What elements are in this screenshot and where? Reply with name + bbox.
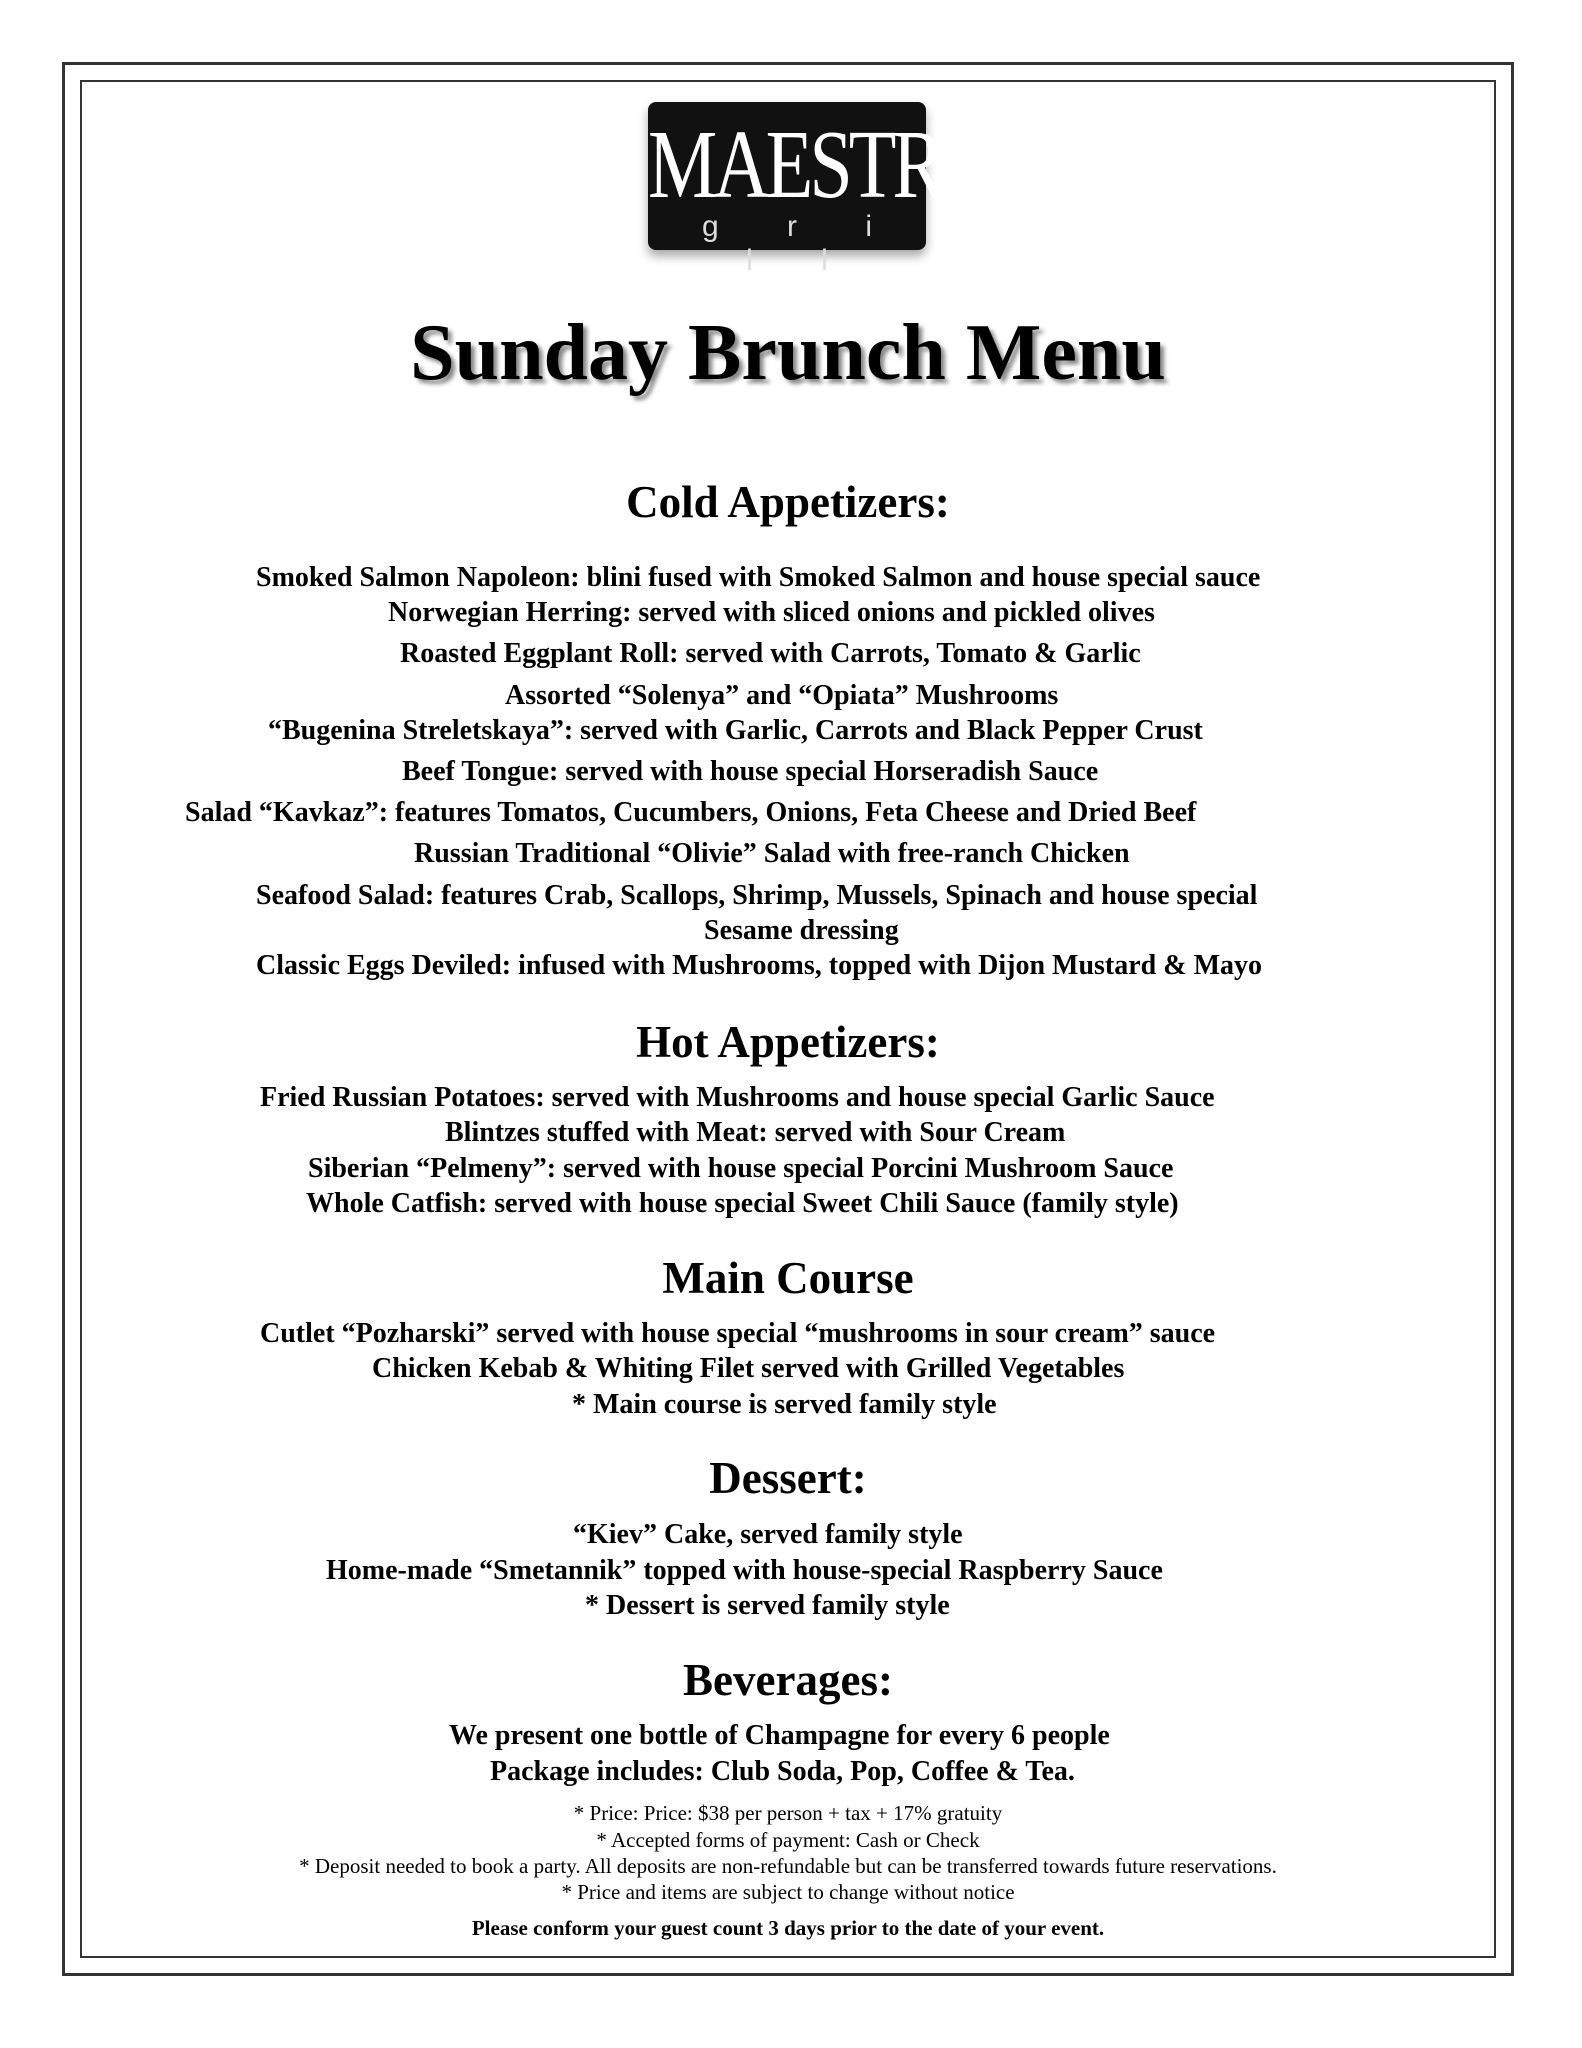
cold-item: Classic Eggs Deviled: infused with Mushrooms, topped with Dijon Mustard & Mayo (256, 950, 1262, 981)
cold-item: Salad “Kavkaz”: features Tomatos, Cucumbers, Onions, Feta Cheese and Dried Beef (185, 797, 1197, 828)
main-course-heading: Main Course (662, 1253, 914, 1303)
dessert-item: Home-made “Smetannik” topped with house-special Raspberry Sauce (326, 1555, 1163, 1586)
payment-note: * Accepted forms of payment: Cash or Check (596, 1828, 980, 1852)
beverage-item: We present one bottle of Champagne for every 6 people (449, 1720, 1110, 1751)
beverage-item: Package includes: Club Soda, Pop, Coffee & Tea. (490, 1756, 1075, 1787)
guest-count-note: Please conform your guest count 3 days prior to the date of your event. (471, 1916, 1105, 1940)
cold-item: “Bugenina Streletskaya”: served with Garlic, Carrots and Black Pepper Crust (268, 715, 1203, 746)
cold-item: Assorted “Solenya” and “Opiata” Mushrooms (505, 680, 1059, 711)
main-item: * Main course is served family style (572, 1389, 997, 1420)
cold-item: Sesame dressing (704, 915, 899, 946)
dessert-item: “Kiev” Cake, served family style (573, 1519, 963, 1550)
cold-item: Norwegian Herring: served with sliced onions and pickled olives (388, 597, 1155, 628)
hot-item: Whole Catfish: served with house special Sweet Chili Sauce (family style) (306, 1188, 1179, 1219)
hot-item: Blintzes stuffed with Meat: served with Sour Cream (445, 1117, 1066, 1148)
deposit-note: * Deposit needed to book a party. All deposits are non-refundable but can be transferred towards future reservations. (299, 1854, 1277, 1878)
cold-item: Seafood Salad: features Crab, Scallops, Shrimp, Mussels, Spinach and house special (256, 880, 1258, 911)
change-note: * Price and items are subject to change without notice (561, 1880, 1015, 1904)
hot-item: Siberian “Pelmeny”: served with house special Porcini Mushroom Sauce (308, 1153, 1174, 1184)
logo-subtitle: g r i l l (701, 210, 902, 277)
cold-item: Russian Traditional “Olivie” Salad with free-ranch Chicken (414, 838, 1130, 869)
main-item: Cutlet “Pozharski” served with house special “mushrooms in sour cream” sauce (260, 1318, 1216, 1349)
cold-appetizers-heading: Cold Appetizers: (626, 477, 950, 527)
cold-item: Beef Tongue: served with house special Horseradish Sauce (402, 756, 1099, 787)
main-item: Chicken Kebab & Whiting Filet served with Grilled Vegetables (372, 1353, 1125, 1384)
hot-appetizers-heading: Hot Appetizers: (636, 1017, 940, 1067)
menu-page (80, 80, 1496, 1958)
dessert-heading: Dessert: (709, 1453, 867, 1503)
hot-item: Fried Russian Potatoes: served with Mushrooms and house special Garlic Sauce (260, 1082, 1215, 1113)
logo-name: MAESTRO (648, 109, 993, 218)
maestro-grill-logo (648, 102, 993, 277)
cold-item: Smoked Salmon Napoleon: blini fused with Smoked Salmon and house special sauce (256, 562, 1261, 593)
price-note: * Price: Price: $38 per person + tax + 17% gratuity (573, 1801, 1003, 1825)
dessert-item: * Dessert is served family style (585, 1590, 950, 1621)
cold-item: Roasted Eggplant Roll: served with Carrots, Tomato & Garlic (400, 638, 1141, 669)
page-title: Sunday Brunch Menu (410, 309, 1166, 397)
beverages-heading: Beverages: (683, 1655, 893, 1705)
